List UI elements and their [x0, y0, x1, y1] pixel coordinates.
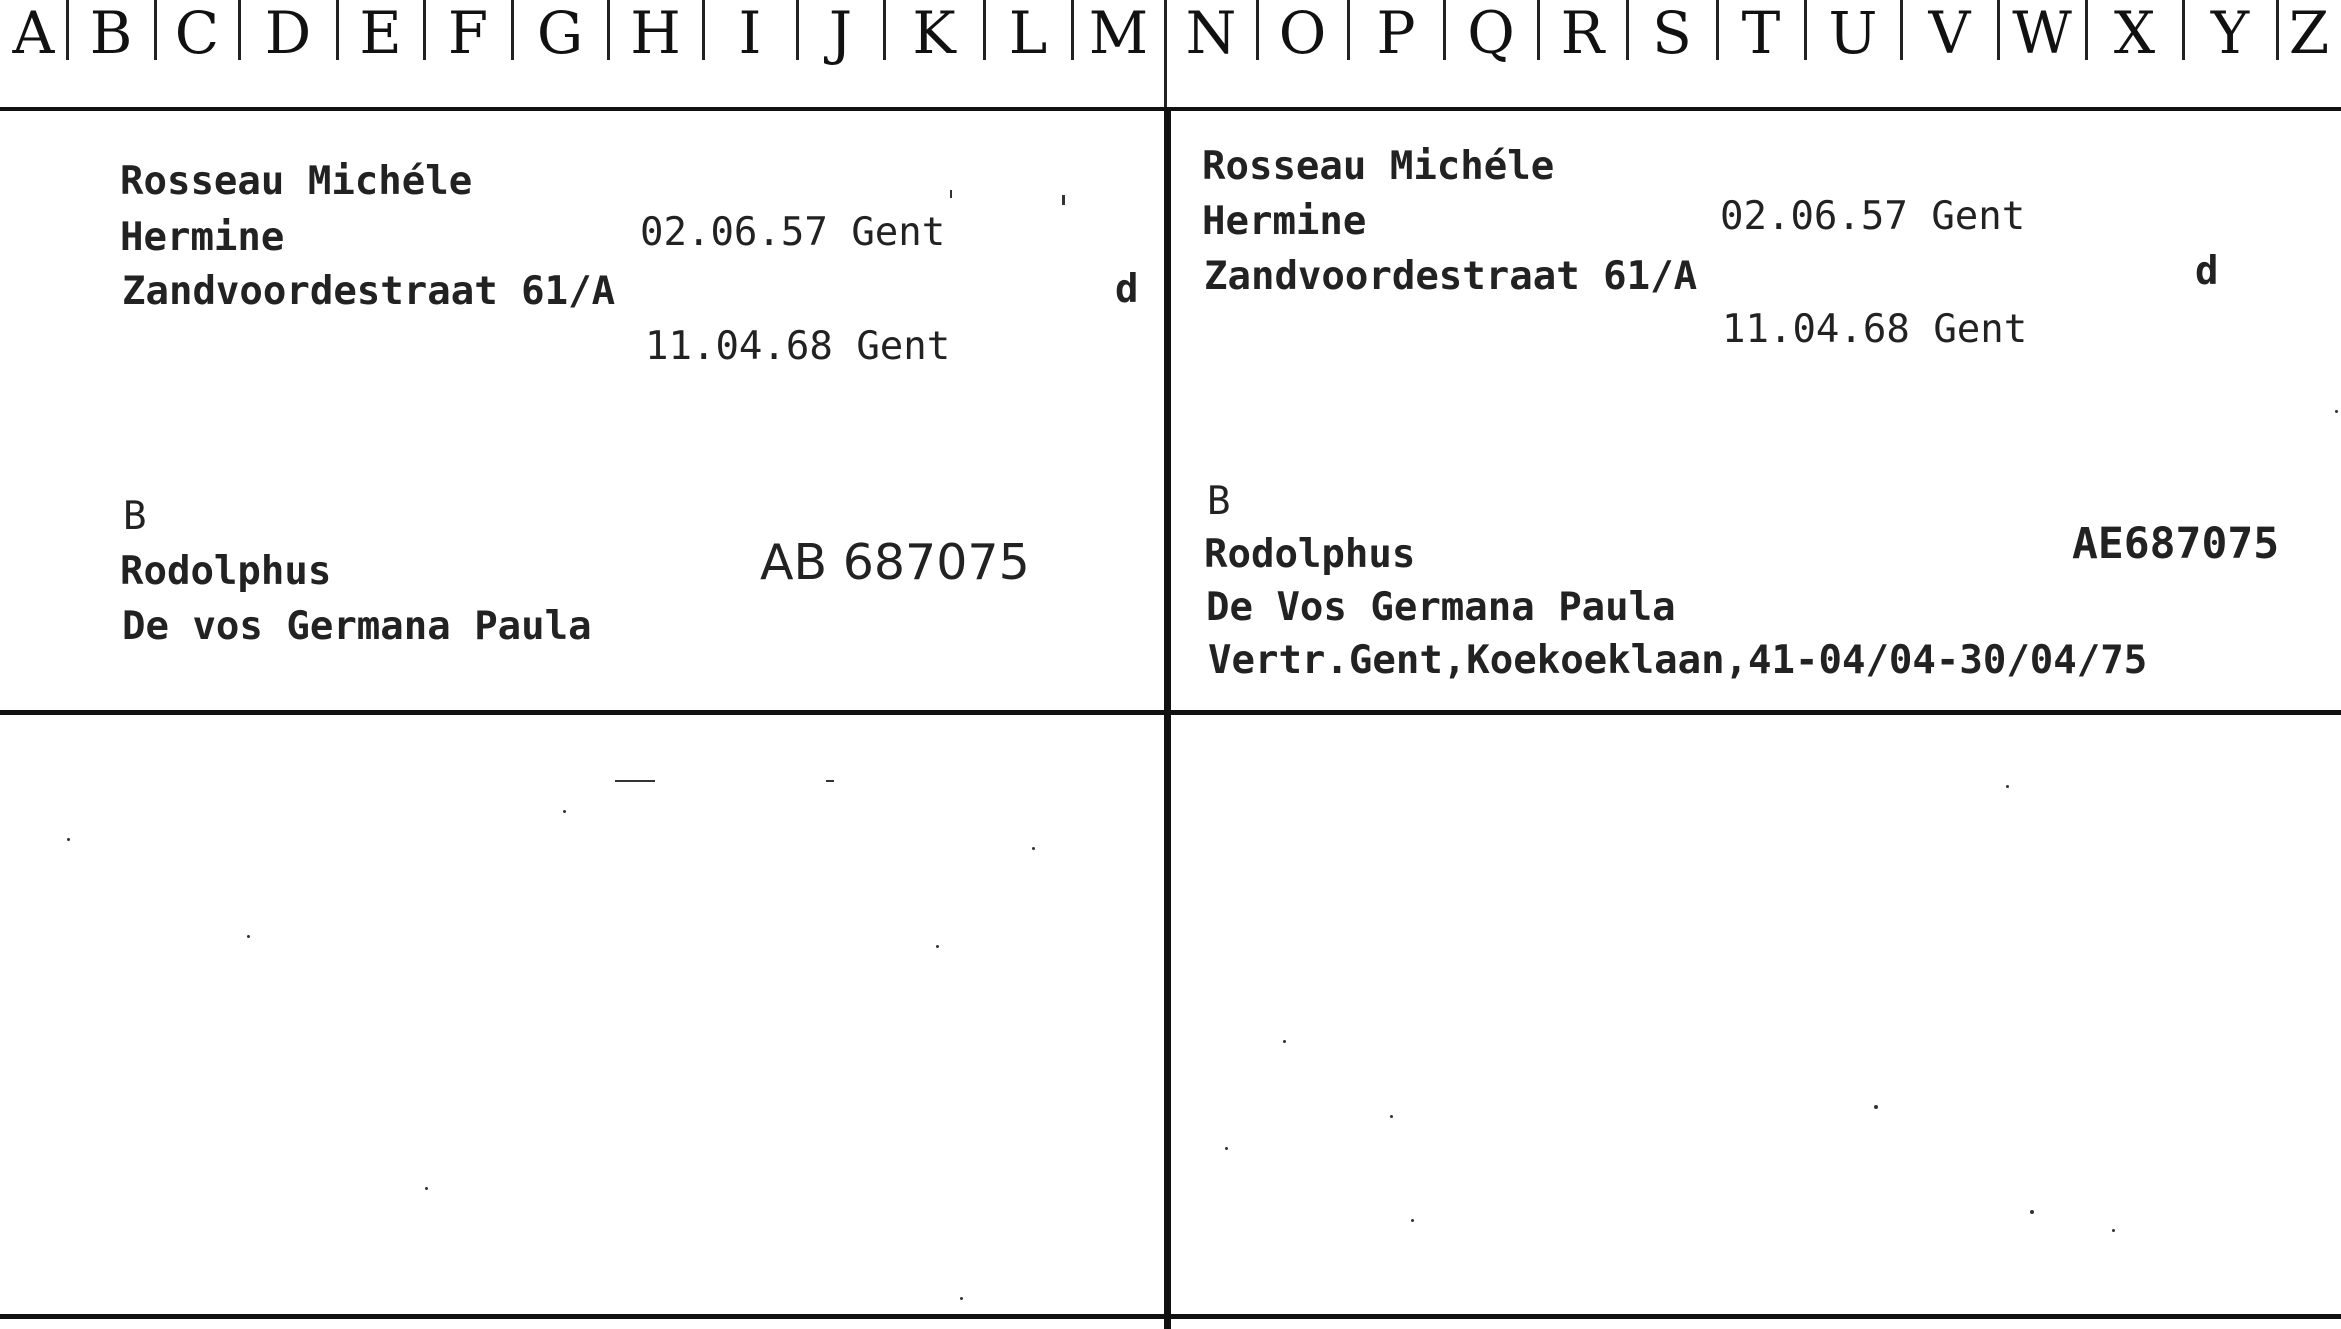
alphabet-tab-w: W: [2012, 0, 2072, 67]
alphabet-tab-q: Q: [1467, 0, 1515, 67]
left-serial: AB 687075: [760, 534, 1030, 591]
alphabet-tab-a: A: [12, 0, 55, 67]
alphabet-divider: [607, 0, 610, 60]
alphabet-tab-s: S: [1652, 0, 1692, 67]
alphabet-tab-k: K: [912, 0, 956, 67]
card-divider: [1164, 107, 1171, 1329]
alphabet-divider: [883, 0, 886, 60]
right-status: d: [2195, 249, 2219, 294]
right-address: Zandvoordestraat 61/A: [1204, 254, 1698, 299]
alphabet-divider: [423, 0, 426, 60]
right-serial: AE687075: [2072, 519, 2280, 569]
alphabet-tab-g: G: [536, 0, 584, 67]
alphabet-tab-c: C: [174, 0, 220, 67]
alphabet-divider: [1537, 0, 1540, 60]
left-status: d: [1115, 267, 1139, 312]
left-mother: De vos Germana Paula: [122, 604, 592, 649]
alphabet-tab-x: X: [2113, 0, 2156, 67]
left-date2: 11.04.68 Gent: [645, 324, 951, 369]
alphabet-divider: [702, 0, 705, 60]
alphabet-divider: [983, 0, 986, 60]
right-date2: 11.04.68 Gent: [1722, 307, 2028, 352]
alphabet-tab-f: F: [447, 0, 489, 67]
right-given: Rodolphus: [1204, 532, 1416, 577]
alphabet-tab-h: H: [630, 0, 681, 67]
alphabet-divider: [796, 0, 799, 60]
alphabet-tab-t: T: [1741, 0, 1781, 67]
left-given: Rodolphus: [120, 549, 332, 594]
alphabet-divider: [2182, 0, 2185, 60]
alphabet-divider: [1900, 0, 1903, 60]
left-code: B: [123, 494, 147, 539]
left-name: Rosseau Michéle: [120, 159, 473, 204]
right-first-name: Hermine: [1202, 199, 1367, 244]
right-name: Rosseau Michéle: [1202, 144, 1555, 189]
alphabet-divider: [336, 0, 339, 60]
alphabet-index-strip: [0, 0, 2341, 112]
alphabet-tab-z: Z: [2288, 0, 2330, 67]
alphabet-divider: [511, 0, 514, 60]
alphabet-divider: [2276, 0, 2279, 60]
alphabet-divider: [2085, 0, 2088, 60]
alphabet-tab-o: O: [1278, 0, 1327, 67]
alphabet-divider: [1443, 0, 1446, 60]
right-note: Vertr.Gent,Koekoeklaan,41-04/04-30/04/75: [1208, 638, 2148, 683]
right-birth: 02.06.57 Gent: [1720, 194, 2026, 239]
alphabet-divider: [1256, 0, 1259, 60]
right-mother: De Vos Germana Paula: [1206, 585, 1676, 630]
right-code: B: [1207, 479, 1231, 524]
alphabet-tab-l: L: [1008, 0, 1048, 67]
alphabet-tab-m: M: [1088, 0, 1149, 67]
alphabet-divider: [1716, 0, 1719, 60]
alphabet-tab-j: J: [828, 0, 853, 67]
alphabet-tab-u: U: [1828, 0, 1878, 67]
alphabet-tab-n: N: [1185, 0, 1237, 67]
left-address: Zandvoordestraat 61/A: [122, 269, 616, 314]
alphabet-divider: [1804, 0, 1807, 60]
alphabet-divider: [1997, 0, 2000, 60]
alphabet-divider: [66, 0, 69, 60]
left-birth: 02.06.57 Gent: [640, 210, 946, 255]
alphabet-divider: [154, 0, 157, 60]
left-first-name: Hermine: [120, 215, 285, 260]
alphabet-divider: [238, 0, 241, 60]
alphabet-tab-v: V: [1928, 0, 1971, 67]
alphabet-tab-i: I: [738, 0, 762, 67]
alphabet-tab-d: D: [264, 0, 312, 67]
alphabet-divider: [1071, 0, 1074, 60]
alphabet-tab-y: Y: [2210, 0, 2250, 67]
alphabet-tab-p: P: [1376, 0, 1416, 67]
alphabet-tab-e: E: [359, 0, 402, 67]
alphabet-tab-r: R: [1560, 0, 1605, 67]
alphabet-tab-b: B: [89, 0, 133, 67]
alphabet-divider: [1164, 0, 1167, 112]
alphabet-divider: [1626, 0, 1629, 60]
alphabet-divider: [1347, 0, 1350, 60]
